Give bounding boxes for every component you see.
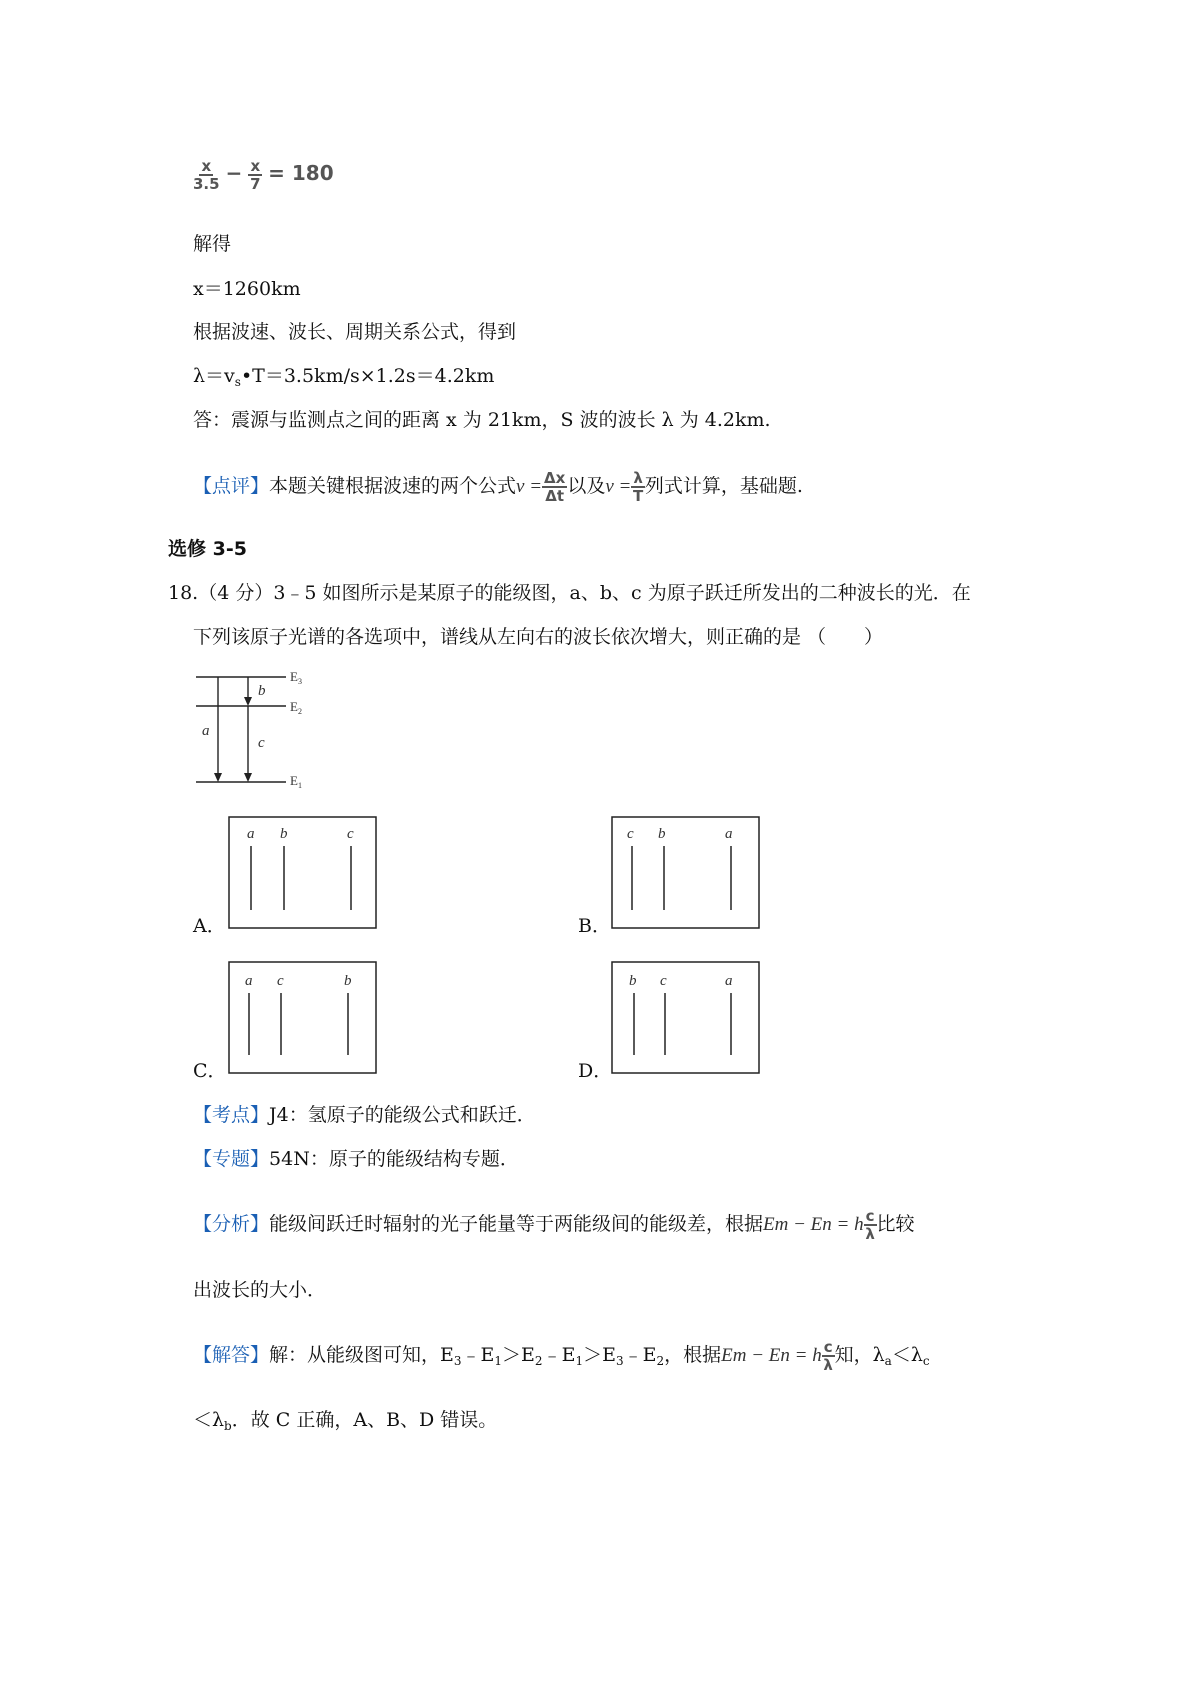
spectral-label: c	[660, 973, 667, 989]
transition-c: c	[258, 735, 265, 751]
fraction: $\frac{\Delta x}{\Delta t}$	[544, 469, 566, 505]
fraction: $\frac{c}{\lambda}$	[865, 1207, 875, 1243]
x-result: x＝1260km	[193, 278, 301, 300]
energy-level-diagram	[190, 665, 330, 795]
fenxi-line-1: 【分析】能级间跃迁时辐射的光子能量等于两能级间的能级差，根据Em − En = h $\frac{c}{\lambda}$ 比较	[193, 1207, 915, 1243]
section-heading: 选修 3-5	[168, 538, 247, 560]
spectral-label: b	[629, 973, 637, 989]
fraction: $\frac{x}{3.5}$	[193, 157, 220, 193]
zhuanti-tag: 【专题】	[193, 1148, 270, 1170]
spectral-label: a	[725, 973, 733, 989]
option-a-label[interactable]: A．	[193, 915, 226, 937]
solve-label: 解得	[193, 233, 232, 255]
spectral-label: a	[247, 826, 255, 842]
spectral-label: c	[627, 826, 634, 842]
spectral-label: a	[245, 973, 253, 989]
spectral-label: b	[280, 826, 288, 842]
spectral-label: c	[277, 973, 284, 989]
answer-text: 答：震源与监测点之间的距离 x 为 21km，S 波的波长 λ 为 4.2km.	[193, 409, 771, 431]
comment-tag: 【点评】	[193, 475, 270, 497]
level-e2: $E_2$	[290, 699, 302, 716]
fenxi-tag: 【分析】	[193, 1213, 270, 1235]
spectral-label: b	[658, 826, 666, 842]
option-b-label[interactable]: B．	[578, 915, 611, 937]
zhuanti-line: 【专题】54N：原子的能级结构专题．	[193, 1148, 519, 1170]
kaodian-line: 【考点】J4：氢原子的能级公式和跃迁．	[193, 1104, 536, 1126]
transition-a: a	[202, 723, 210, 739]
option-d-spectrum[interactable]	[611, 961, 761, 1075]
spectral-label: b	[344, 973, 352, 989]
fraction: $\frac{\lambda}{T}$	[633, 469, 644, 505]
relation-text: 根据波速、波长、周期关系公式，得到	[193, 321, 517, 343]
fenxi-line-2: 出波长的大小．	[193, 1279, 327, 1301]
option-d-label[interactable]: D．	[578, 1060, 613, 1082]
question-line-1: 18.（4 分）3﹣5 如图所示是某原子的能级图，a、b、c 为原子跃迁所发出的二种波长的光．在	[168, 582, 971, 604]
wave-equation: $\frac{x}{3.5}$ − $\frac{x}{7}$ = 180	[193, 157, 334, 193]
fraction: $\frac{x}{7}$	[250, 157, 261, 193]
option-c-spectrum[interactable]	[228, 961, 378, 1075]
option-c-label[interactable]: C．	[193, 1060, 227, 1082]
spectral-label: a	[725, 826, 733, 842]
transition-b: b	[258, 683, 266, 699]
option-b-spectrum[interactable]	[611, 816, 761, 930]
fraction: $\frac{c}{\lambda}$	[823, 1338, 833, 1374]
level-e3: $E_3$	[290, 669, 302, 686]
option-a-spectrum[interactable]	[228, 816, 378, 930]
question-line-2: 下列该原子光谱的各选项中，谱线从左向右的波长依次增大，则正确的是 （ ）	[193, 626, 884, 648]
comment-paragraph: 【点评】本题关键根据波速的两个公式v = $\frac{\Delta x}{\Delta t}$ 以及v = $\frac{\lambda}{T}$ 列式计算，基础题.	[193, 469, 803, 505]
lambda-result: $\lambda=v_s•T=3.5km/s\times 1.2s=4.2km$	[193, 365, 495, 389]
jieda-tag: 【解答】	[193, 1344, 270, 1366]
jieda-line-2: $<\lambda_b$．故 C 正确，A、B、D 错误。	[193, 1409, 498, 1433]
jieda-line-1: 【解答】解：从能级图可知，$E_3﹣E_1>E_2﹣E_1>E_3﹣E_2$，根据Em − En = h $\frac{c}{\lambda}$ 知，$\lambda_a<\lambda_c$	[193, 1338, 930, 1374]
level-e1: $E_1$	[290, 773, 302, 790]
kaodian-tag: 【考点】	[193, 1104, 270, 1126]
spectral-label: c	[347, 826, 354, 842]
